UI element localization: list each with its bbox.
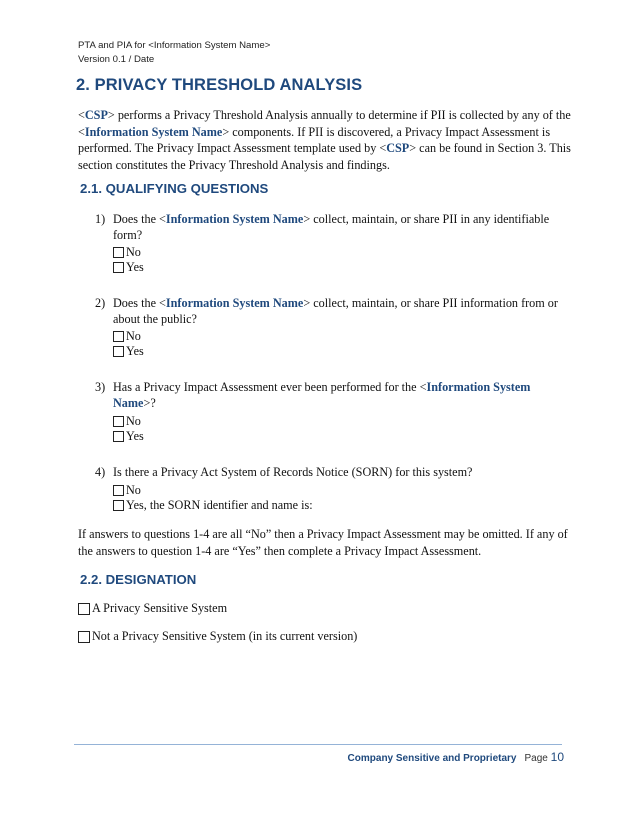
header-version: Version 0.1 / Date (78, 54, 155, 65)
system-name-placeholder: Information System Name (113, 380, 531, 410)
question-text-part: Is there a Privacy Act System of Records Notice (SORN) for this system? (113, 465, 473, 479)
question-2 (95, 295, 565, 327)
question-text (113, 464, 565, 480)
footer-label: Company Sensitive and Proprietary (347, 753, 517, 764)
question-4 (95, 464, 565, 480)
option-label: Not a Privacy Sensitive System (in its current version) (92, 629, 358, 643)
checkbox[interactable] (113, 262, 124, 273)
question-text (113, 295, 565, 327)
intro-text: > components. If PII is discovered, a Privacy Impact Assessment is performed. The Privacy Impact Assessment template used by < (78, 124, 551, 155)
option-label: No (126, 414, 141, 428)
question-text-part: > collect, maintain, or share PII information from or about the public? (113, 296, 558, 326)
option-no[interactable] (113, 483, 313, 498)
question-text-part: >? (143, 396, 156, 410)
question-1 (95, 211, 565, 243)
question-1-options (113, 245, 144, 275)
option-label: No (126, 329, 141, 343)
intro-text: < (78, 108, 85, 122)
section-title: 2. PRIVACY THRESHOLD ANALYSIS (76, 76, 363, 94)
question-2-options (113, 329, 144, 359)
option-label: A Privacy Sensitive System (92, 601, 228, 615)
page-number: 10 (550, 750, 564, 764)
option-label: No (126, 483, 141, 497)
option-no[interactable] (113, 245, 144, 260)
checkbox[interactable] (113, 331, 124, 342)
question-text-part: Has a Privacy Impact Assessment ever been performed for the < (113, 380, 427, 394)
question-text-part: > collect, maintain, or share PII in any identifiable form? (113, 212, 550, 242)
question-number: 4) (95, 465, 106, 479)
header-title: PTA and PIA for <Information System Name> (78, 40, 271, 51)
option-yes[interactable] (113, 260, 144, 275)
system-name-placeholder: Information System Name (165, 296, 304, 310)
intro-paragraph (78, 107, 578, 173)
option-label: Yes (126, 344, 144, 358)
csp-placeholder: CSP (84, 108, 108, 122)
question-text-part: Does the < (113, 212, 166, 226)
designation-heading: 2.2. DESIGNATION (80, 572, 197, 587)
checkbox[interactable] (113, 346, 124, 357)
option-yes-sorn[interactable] (113, 498, 313, 513)
option-no[interactable] (113, 329, 144, 344)
question-text-part: Does the < (113, 296, 166, 310)
system-name-placeholder: Information System Name (165, 212, 304, 226)
checkbox[interactable] (113, 500, 124, 511)
checkbox[interactable] (113, 431, 124, 442)
question-number: 1) (95, 212, 106, 226)
page-footer (348, 750, 564, 764)
option-yes[interactable] (113, 429, 144, 444)
question-4-options (113, 483, 313, 513)
footer-divider (74, 744, 562, 745)
system-name-placeholder: Information System Name (84, 124, 223, 139)
designation-option-sensitive[interactable] (78, 601, 227, 616)
intro-text: > can be found in Section 3. This section constitutes the Privacy Threshold Analysis and findings. (78, 141, 571, 172)
question-number: 2) (95, 296, 106, 310)
checkbox[interactable] (78, 603, 90, 615)
option-label: Yes, the SORN identifier and name is: (126, 498, 313, 512)
instructions-note: If answers to questions 1-4 are all “No” then a Privacy Impact Assessment may be omitted. If any of the answers to question 1-4 are “Yes” then complete a Privacy Impact Assessment. (78, 527, 568, 558)
checkbox[interactable] (113, 247, 124, 258)
question-text (113, 379, 565, 411)
option-yes[interactable] (113, 344, 144, 359)
page-label: Page (524, 753, 548, 764)
option-no[interactable] (113, 414, 144, 429)
question-3-options (113, 414, 144, 444)
intro-text: > performs a Privacy Threshold Analysis annually to determine if PII is collected by any of the < (78, 108, 571, 139)
qualifying-questions-heading: 2.1. QUALIFYING QUESTIONS (80, 181, 269, 196)
document-header (78, 39, 270, 67)
checkbox[interactable] (113, 485, 124, 496)
csp-placeholder: CSP (386, 141, 410, 155)
checkbox[interactable] (113, 416, 124, 427)
option-label: No (126, 245, 141, 259)
question-3 (95, 379, 565, 411)
question-number: 3) (95, 380, 106, 394)
checkbox[interactable] (78, 631, 90, 643)
question-text (113, 211, 565, 243)
designation-option-not-sensitive[interactable] (78, 629, 357, 644)
option-label: Yes (126, 429, 144, 443)
option-label: Yes (126, 260, 144, 274)
